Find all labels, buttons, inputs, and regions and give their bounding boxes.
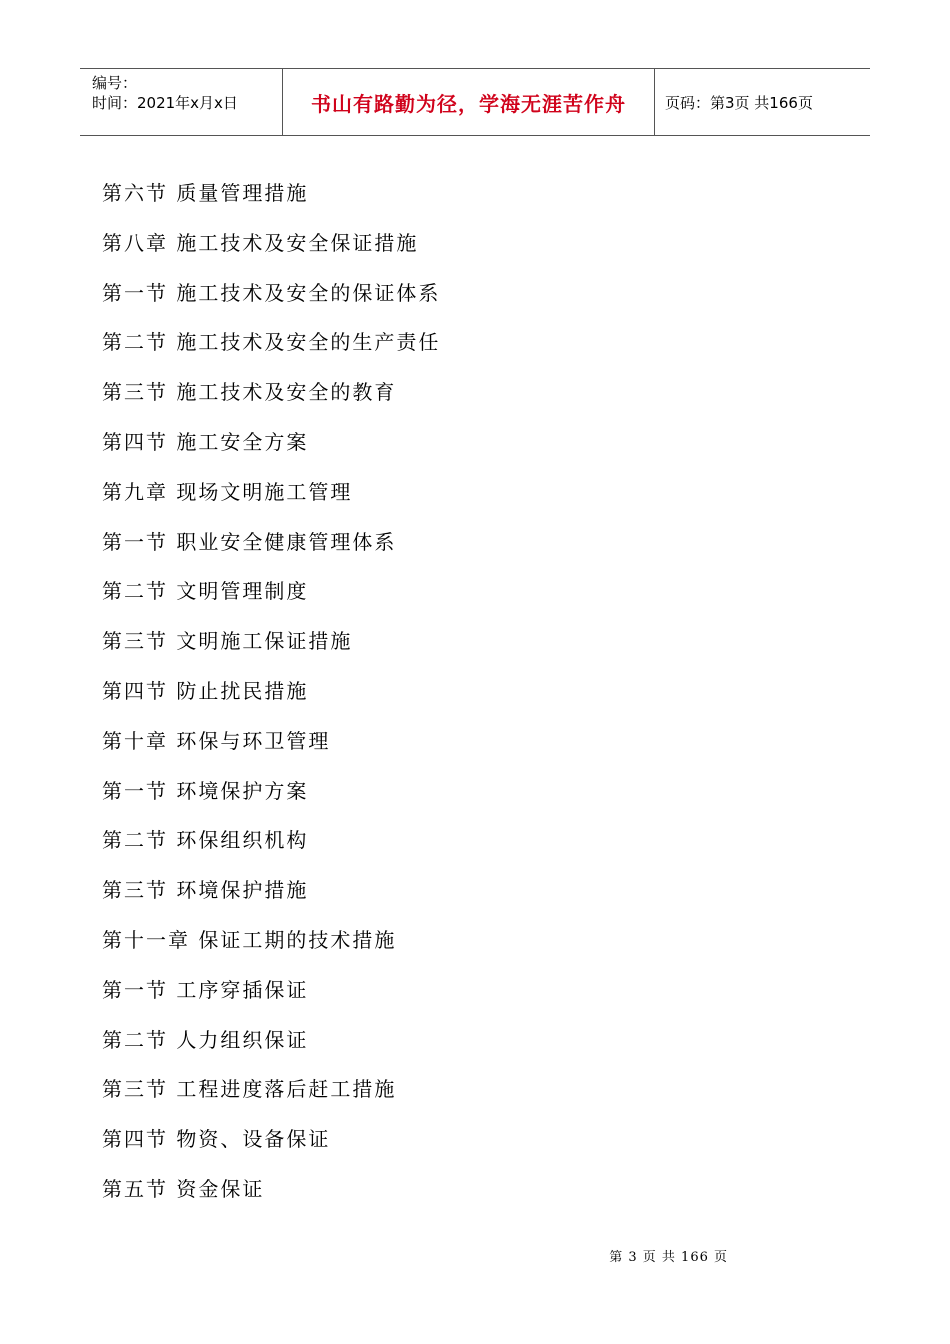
toc-entry: 第八章 施工技术及安全保证措施 (102, 230, 419, 255)
toc-entry: 第三节 工程进度落后赶工措施 (102, 1077, 397, 1102)
toc-entry: 第一节 工序穿插保证 (102, 977, 309, 1002)
header-motto: 书山有路勤为径，学海无涯苦作舟 (282, 69, 655, 135)
page-header (80, 68, 870, 136)
toc-entry: 第二节 人力组织保证 (102, 1027, 309, 1052)
document-code-label: 编号： (92, 74, 138, 92)
toc-entry: 第三节 环境保护措施 (102, 878, 309, 903)
toc-entry: 第六节 质量管理措施 (102, 181, 309, 205)
toc-entry: 第二节 施工技术及安全的生产责任 (102, 330, 441, 355)
toc-entry: 第九章 现场文明施工管理 (102, 479, 353, 504)
toc-entry: 第三节 文明施工保证措施 (102, 629, 353, 654)
toc-entry: 第一节 环境保护方案 (102, 778, 309, 803)
toc-entry: 第一节 职业安全健康管理体系 (102, 529, 397, 554)
toc-entry: 第三节 施工技术及安全的教育 (102, 380, 397, 405)
toc-entry: 第一节 施工技术及安全的保证体系 (102, 280, 441, 305)
toc-entry: 第二节 文明管理制度 (102, 579, 309, 604)
toc-entry: 第五节 资金保证 (102, 1176, 265, 1201)
header-meta (80, 69, 282, 135)
header-page-info: 页码：第3页 共166页 (665, 93, 813, 112)
toc-entry: 第十章 环保与环卫管理 (102, 728, 331, 753)
document-date: 时间：2021年x月x日 (92, 94, 238, 112)
toc-entry: 第十一章 保证工期的技术措施 (102, 927, 397, 952)
toc-entry: 第四节 物资、设备保证 (102, 1127, 331, 1152)
toc-entry: 第四节 防止扰民措施 (102, 678, 309, 703)
toc-entry: 第二节 环保组织机构 (102, 828, 309, 853)
page-footer: 第 3 页 共 166 页 (609, 1250, 728, 1265)
toc-entry: 第四节 施工安全方案 (102, 429, 309, 454)
table-of-contents (102, 169, 440, 1215)
